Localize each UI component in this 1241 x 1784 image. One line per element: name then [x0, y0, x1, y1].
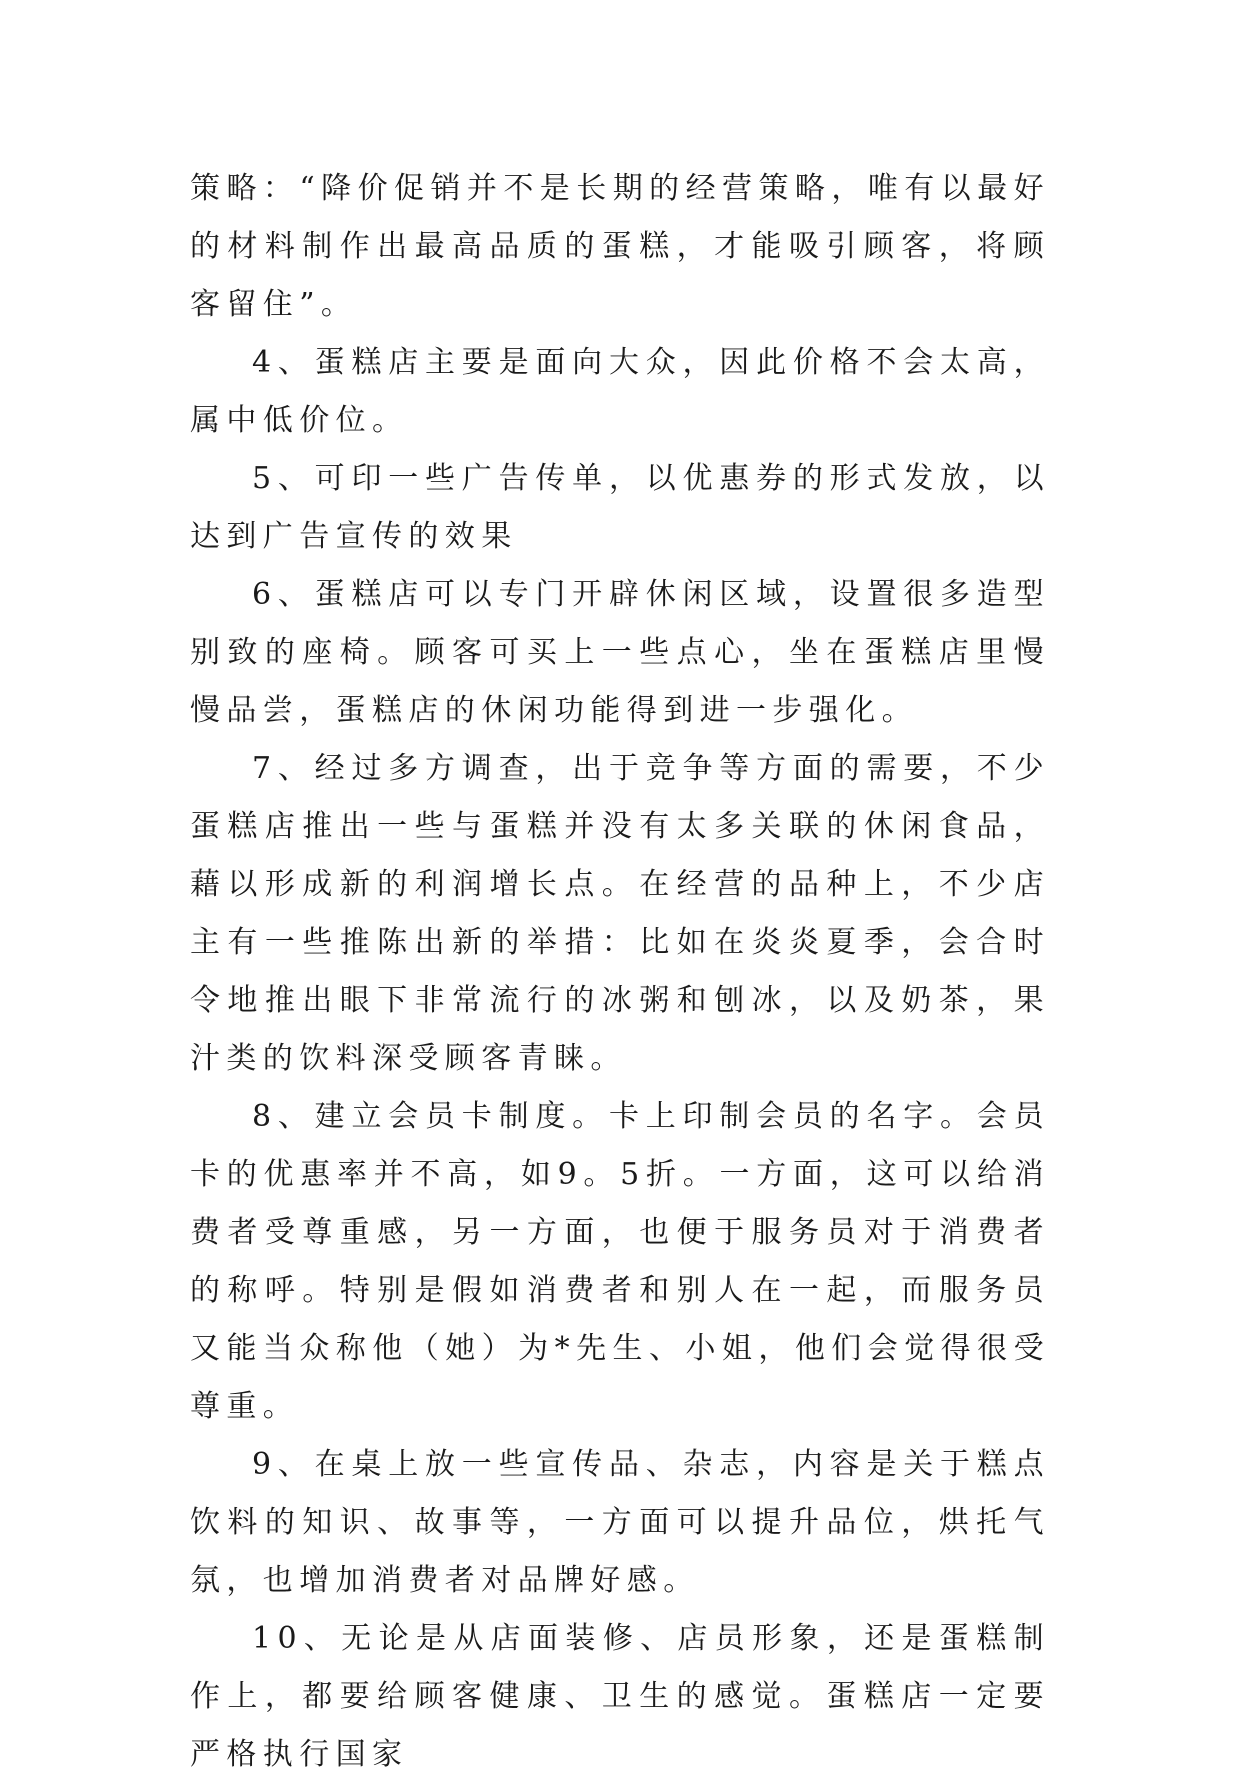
document-body	[190, 160, 1050, 1784]
paragraph-item-5: 5、可印一些广告传单，以优惠券的形式发放，以达到广告宣传的效果	[190, 461, 1050, 554]
paragraph-item-9: 9、在桌上放一些宣传品、杂志，内容是关于糕点饮料的知识、故事等，一方面可以提升品位，烘托气氛，也增加消费者对品牌好感。	[190, 1447, 1050, 1598]
paragraph-item-6: 6、蛋糕店可以专门开辟休闲区域，设置很多造型别致的座椅。顾客可买上一些点心，坐在蛋糕店里慢慢品尝，蛋糕店的休闲功能得到进一步强化。	[190, 577, 1050, 728]
paragraph-strategy-quote: 策略：“降价促销并不是长期的经营策略，唯有以最好的材料制作出最高品质的蛋糕，才能吸引顾客，将顾客留住”。	[190, 171, 1050, 322]
paragraph-item-8: 8、建立会员卡制度。卡上印制会员的名字。会员卡的优惠率并不高，如9。5折。一方面，这可以给消费者受尊重感，另一方面，也便于服务员对于消费者的称呼。特别是假如消费者和别人在一起，而服务员又能当众称他（她）为*先生、小姐，他们会觉得很受尊重。	[190, 1099, 1050, 1424]
paragraph-item-10: 10、无论是从店面装修、店员形象，还是蛋糕制作上，都要给顾客健康、卫生的感觉。蛋糕店一定要严格执行国家	[190, 1621, 1050, 1772]
paragraph-item-7: 7、经过多方调查，出于竞争等方面的需要，不少蛋糕店推出一些与蛋糕并没有太多关联的休闲食品，藉以形成新的利润增长点。在经营的品种上，不少店主有一些推陈出新的举措：比如在炎炎夏季，会合时令地推出眼下非常流行的冰粥和刨冰，以及奶茶，果汁类的饮料深受顾客青睐。	[190, 751, 1050, 1076]
paragraph-item-4: 4、蛋糕店主要是面向大众，因此价格不会太高，属中低价位。	[190, 345, 1050, 438]
